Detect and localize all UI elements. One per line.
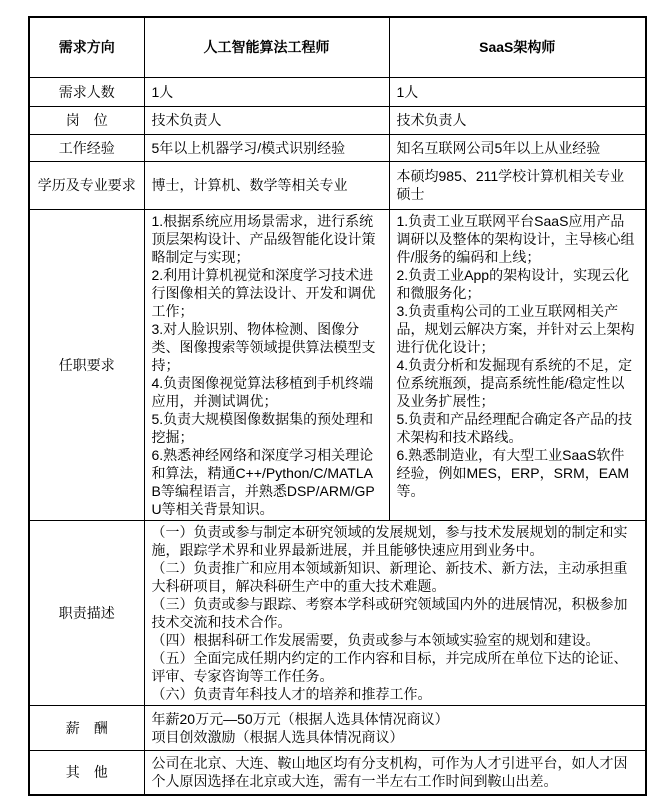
requirements-ai: 1.根据系统应用场景需求，进行系统顶层架构设计、产品级智能化设计策略制定与实现； 2.利用计算机视觉和深度学习技术进行图像相关的算法设计、开发和调优工作； 3.对人脸识别、物体检测、图像分类、图像搜索等领域提供算法模型支持； 4.负责图像视觉算法移植到手机终端应用，并测试调优； 5.负责大规模图像数据集的预处理和挖掘； 6.熟悉神经网络和深度学习相关理论和算法，精通C++/Python/C/MATLAB等编程语言，并熟悉DSP/ARM/GPU等相关背景知识。	[144, 209, 389, 520]
salary-content: 年薪20万元—50万元（根据人选具体情况商议） 项目创效激励（根据人选具体情况商议）	[144, 705, 646, 750]
duties-content: （一）负责或参与制定本研究领域的发展规划，参与技术发展规划的制定和实施，跟踪学术界和业界最新进展，并且能够快速应用到业务中。 （二）负责推广和应用本领域新知识、新理论、新技术、新方法，主动承担重大科研项目，解决科研生产中的重大技术难题。 （三）负责或参与跟踪、考察本学科或研究领域国内外的进展情况，积极参加技术交流和技术合作。 （四）根据科研工作发展需要，负责或参与本领域实验室的规划和建设。 （五）全面完成任期内约定的工作内容和目标，并完成所在单位下达的论证、评审、专家咨询等工作任务。 （六）负责青年科技人才的培养和推荐工作。	[144, 520, 646, 705]
table-row-experience	[29, 134, 646, 161]
experience-saas: 知名互联网公司5年以上从业经验	[389, 134, 646, 161]
requirements-saas: 1.负责工业互联网平台SaaS应用产品调研以及整体的架构设计，主导核心组件/服务的编码和上线； 2.负责工业App的架构设计，实现云化和微服务化； 3.负责重构公司的工业互联网相关产品，规划云解决方案，并针对云上架构进行优化设计； 4.负责分析和发掘现有系统的不足，定位系统瓶颈，提高系统性能/稳定性以及业务扩展性； 5.负责和产品经理配合确定各产品的技术架构和技术路线。 6.熟悉制造业，有大型工业SaaS软件经验，例如MES，ERP，SRM，EAM等。	[389, 209, 646, 520]
position-ai: 技术负责人	[144, 106, 389, 134]
duties-label: 职责描述	[29, 520, 144, 705]
table-row-header	[29, 17, 646, 77]
table-row-salary	[29, 705, 646, 750]
other-label: 其 他	[29, 750, 144, 795]
salary-label: 薪 酬	[29, 705, 144, 750]
header-saas-architect: SaaS架构师	[389, 17, 646, 77]
header-demand-direction: 需求方向	[29, 17, 144, 77]
table-row-duties	[29, 520, 646, 705]
position-label: 岗 位	[29, 106, 144, 134]
education-ai: 博士，计算机、数学等相关专业	[144, 161, 389, 209]
position-saas: 技术负责人	[389, 106, 646, 134]
header-ai-engineer: 人工智能算法工程师	[144, 17, 389, 77]
education-saas: 本硕均985、211学校计算机相关专业硕士	[389, 161, 646, 209]
table-row-other	[29, 750, 646, 795]
table-row-headcount	[29, 77, 646, 106]
table-row-education	[29, 161, 646, 209]
recruitment-table	[28, 16, 647, 796]
headcount-ai: 1人	[144, 77, 389, 106]
table-row-requirements	[29, 209, 646, 520]
headcount-label: 需求人数	[29, 77, 144, 106]
headcount-saas: 1人	[389, 77, 646, 106]
other-content: 公司在北京、大连、鞍山地区均有分支机构，可作为人才引进平台，如人才因个人原因选择在北京或大连，需有一半左右工作时间到鞍山出差。	[144, 750, 646, 795]
requirements-label: 任职要求	[29, 209, 144, 520]
experience-label: 工作经验	[29, 134, 144, 161]
education-label: 学历及专业要求	[29, 161, 144, 209]
table-row-position	[29, 106, 646, 134]
experience-ai: 5年以上机器学习/模式识别经验	[144, 134, 389, 161]
